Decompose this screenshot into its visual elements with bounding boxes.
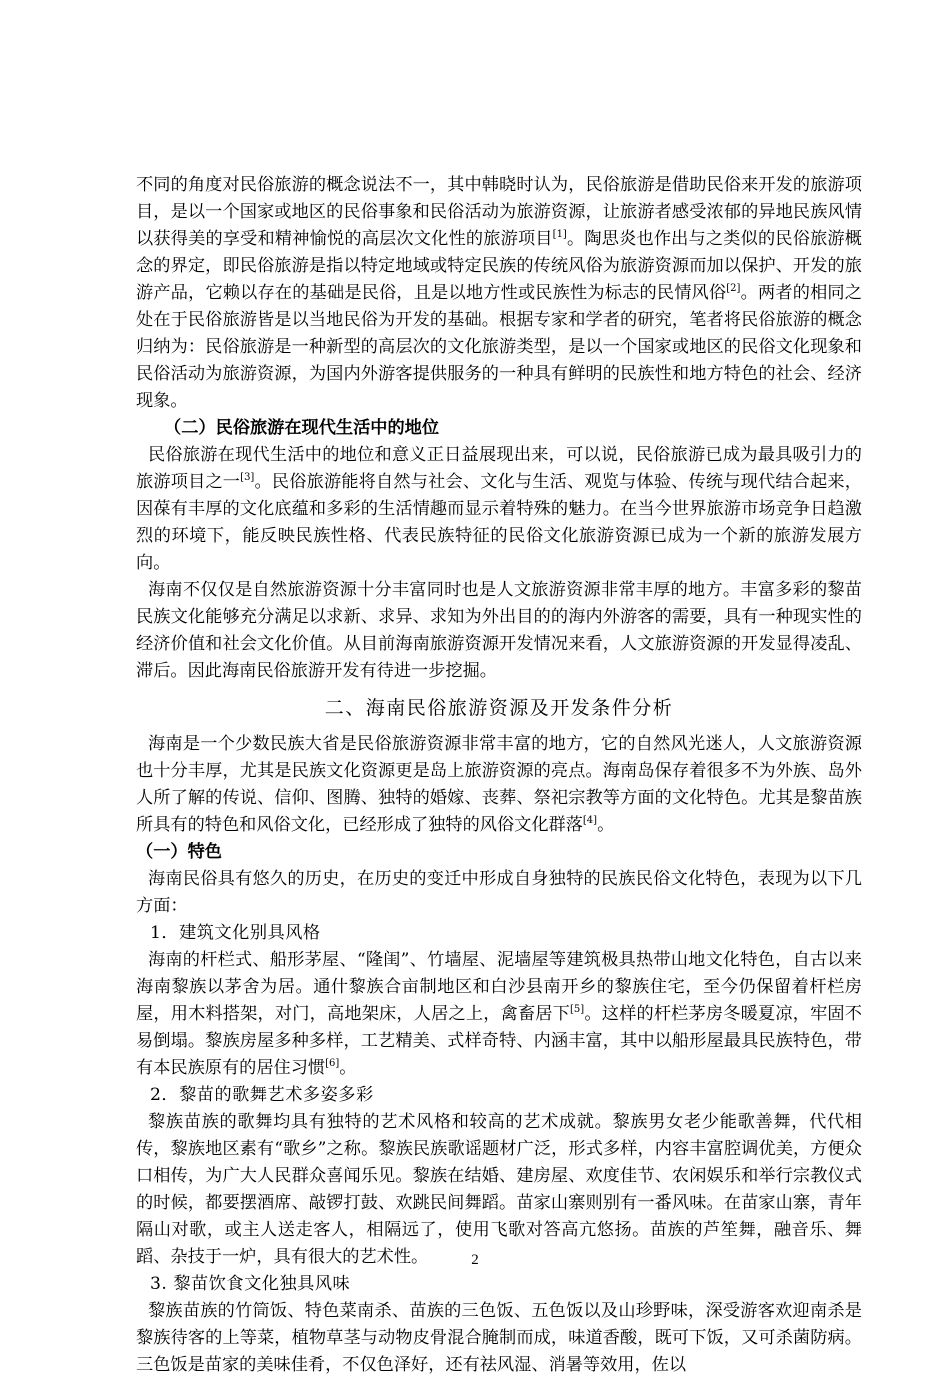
paragraph: 黎族苗族的歌舞均具有独特的艺术风格和较高的艺术成就。黎族男女老少能歌善舞，代代相传，黎族地区素有“歌乡”之称。黎族民族歌谣题材广泛，形式多样，内容丰富腔调优美，方便众口相传，为广大人民群众喜闻乐见。黎族在结婚、建房屋、欢度佳节、农闲娱乐和举行宗教仪式的时候，都要摆酒席、敲锣打鼓、欢跳民间舞蹈。苗家山寨则别有一番风味。在苗家山寨，青年隔山对歌，或主人送走客人，相隔远了，使用飞歌对答高亢悠扬。苗族的芦笙舞，融音乐、舞蹈、杂技于一炉，具有很大的艺术性。 (136, 1112, 862, 1267)
citation: [6] (325, 1058, 340, 1069)
paragraph (136, 172, 862, 415)
paragraph-text: 。 (339, 1058, 357, 1078)
subsection-heading: （一）特色 (136, 842, 222, 862)
paragraph: 海南不仅仅是自然旅游资源十分丰富同时也是人文旅游资源非常丰厚的地方。丰富多彩的黎苗民族文化能够充分满足以求新、求异、求知为外出目的的海内外游客的需要，具有一种现实性的经济价值和社会文化价值。从目前海南旅游资源开发情况来看，人文旅游资源的开发显得凌乱、滞后。因此海南民俗旅游开发有待进一步挖掘。 (136, 580, 862, 681)
paragraph-text: 。两者的相同之处在于民俗旅游皆是以当地民俗为开发的基础。根据专家和学者的研究，笔者将民俗旅游的概念归纳为：民俗旅游是一种新型的高层次的文化旅游类型，是以一个国家或地区的民俗文化现象和民俗活动为旅游资源，为国内外游客提供服务的一种具有鲜明的民族性和地方特色的社会、经济现象。 (136, 283, 862, 411)
paragraph (136, 947, 862, 1082)
section-heading: 二、海南民俗旅游资源及开发条件分析 (324, 697, 674, 719)
paragraph-text: 海南的杆栏式、船形茅屋、“隆闺”、竹墙屋、泥墙屋等建筑极具热带山地文化特色，自古以来海南黎族以茅舍为居。通什黎族合亩制地区和白沙县南开乡的黎族住宅，至今仍保留着杆栏房屋，用木料搭架，对门，高地架床，人居之上，禽畜居下 (136, 950, 862, 1024)
paragraph-text: 。 (597, 815, 615, 835)
paragraph: 黎族苗族的竹筒饭、特色菜南杀、苗族的三色饭、五色饭以及山珍野味，深受游客欢迎南杀是黎族待客的上等菜，植物草茎与动物皮骨混合腌制而成，味道香酸，既可下饭，又可杀菌防病。三色饭是苗家的美味佳肴，不仅色泽好，还有祛风湿、消暑等效用，佐以 (136, 1301, 862, 1375)
paragraph: 海南民俗具有悠久的历史，在历史的变迁中形成自身独特的民族民俗文化特色，表现为以下几方面： (136, 869, 862, 916)
citation: [4] (582, 815, 598, 826)
page-number: 2 (471, 1252, 479, 1268)
body-text (136, 172, 862, 1379)
paragraph (136, 731, 862, 839)
paragraph-text: 不同的角度对民俗旅游的概念说法不一，其中韩晓时认为，民俗旅游是借助民俗来开发的旅游项目，是以一个国家或地区的民俗事象和民俗活动为旅游资源，让旅游者感受浓郁的异地民族风情以获得美的享受和精神愉悦的高层次文化性的旅游项目 (136, 175, 862, 249)
paragraph-text: 民俗旅游在现代生活中的地位和意义正日益展现出来，可以说，民俗旅游已成为最具吸引力的旅游项目之一 (136, 445, 862, 492)
paragraph-text: 海南是一个少数民族大省是民俗旅游资源非常丰富的地方，它的自然风光迷人，人文旅游资源也十分丰厚，尤其是民族文化资源更是岛上旅游资源的亮点。海南岛保存着很多不为外族、岛外人所了解的传说、信仰、图腾、独特的婚嫁、丧葬、祭祀宗教等方面的文化特色。尤其是黎苗族所具有的特色和风俗文化，已经形成了独特的风俗文化群落 (136, 734, 862, 835)
subsection-heading: （二）民俗旅游在现代生活中的地位 (164, 418, 440, 438)
paragraph-text: 。这样的杆栏茅房冬暖夏凉，牢固不易倒塌。黎族房屋多种多样，工艺精美、式样奇特、内涵丰富，其中以船形屋最具民族特色，带有本民族原有的居住习惯 (136, 1004, 862, 1078)
paragraph-text: 。陶思炎也作出与之类似的民俗旅游概念的界定，即民俗旅游是指以特定地域或特定民族的传统风俗为旅游资源而加以保护、开发的旅游产品，它赖以存在的基础是民俗，且是以地方性或民族性为标志的民情风俗 (136, 229, 862, 303)
item-heading: 2．黎苗的歌舞艺术多姿多彩 (150, 1085, 374, 1105)
item-heading: 3. 黎苗饮食文化独具风味 (150, 1274, 351, 1294)
paragraph (136, 442, 862, 577)
citation: [1] (552, 229, 567, 240)
paragraph-text: 。民俗旅游能将自然与社会、文化与生活、观览与体验、传统与现代结合起来，因葆有丰厚的文化底蕴和多彩的生活情趣而显示着特殊的魅力。在当今世界旅游市场竞争日趋激烈的环境下，能反映民族性格、代表民族特征的民俗文化旅游资源已成为一个新的旅游发展方向。 (136, 472, 862, 573)
citation: [5] (570, 1004, 585, 1015)
item-heading: 1．建筑文化别具风格 (150, 923, 321, 943)
citation: [3] (240, 472, 255, 483)
citation: [2] (726, 283, 741, 294)
